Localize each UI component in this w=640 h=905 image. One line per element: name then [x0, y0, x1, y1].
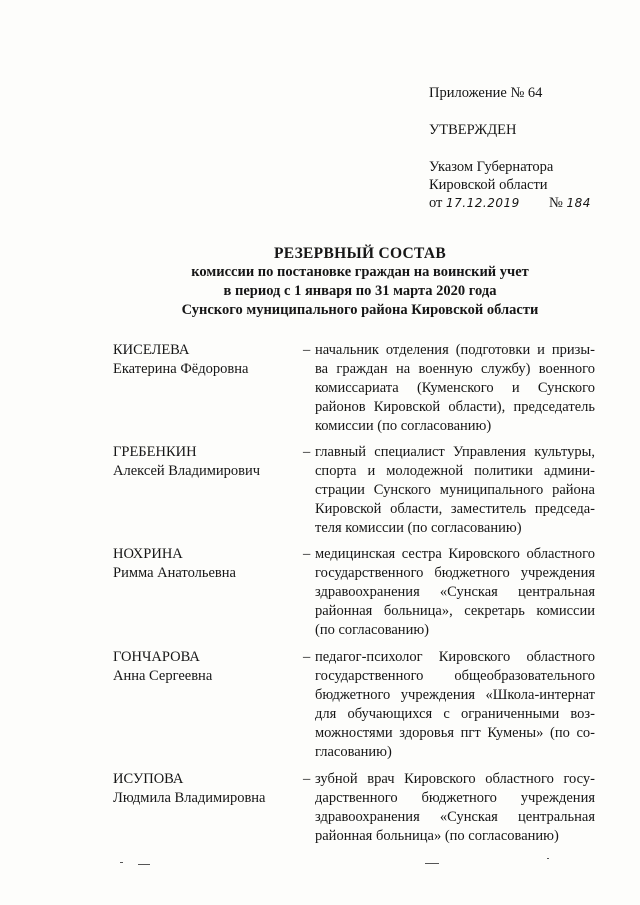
member-dash: –: [303, 444, 311, 460]
decree-number: 184: [566, 196, 591, 210]
role-line: педагог-психолог Кировского областного: [315, 649, 595, 665]
role-line: дарственного бюджетного учреждения: [315, 790, 595, 806]
title-line-3: в период с 1 января по 31 марта 2020 года: [223, 283, 497, 299]
role-line: теля комиссии (по согласованию): [315, 520, 522, 536]
role-line: государственного общеобразовательного: [315, 668, 595, 684]
title-line-2: комиссии по постановке граждан на воинский учет: [191, 264, 529, 280]
role-line: бюджетного учреждения «Школа-интернат: [315, 687, 595, 703]
member-given-name: Алексей Владимирович: [113, 463, 261, 479]
member-name: [113, 770, 293, 808]
member-surname: ГРЕБЕНКИН: [113, 444, 197, 460]
role-line: страции Сунского муниципального района: [315, 482, 595, 498]
role-line: медицинская сестра Кировского областного: [315, 546, 595, 562]
member-name: [113, 443, 293, 481]
date-prefix: от: [429, 195, 443, 211]
member-dash: –: [303, 649, 311, 665]
role-line: гласованию): [315, 744, 392, 760]
role-line: районов Кировской области), председатель: [315, 399, 595, 415]
role-line: государственного бюджетного учреждения: [315, 565, 595, 581]
scan-speck: [120, 862, 123, 863]
member-given-name: Римма Анатольевна: [113, 565, 236, 581]
scan-speck: [425, 863, 439, 864]
member-role: [315, 443, 595, 538]
member-surname: ГОНЧАРОВА: [113, 649, 200, 665]
role-line: районная больница», секретарь комиссии: [315, 603, 595, 619]
decree-line-2: Кировской области: [429, 177, 548, 193]
member-role: [315, 770, 595, 846]
decree-date: 17.12.2019: [446, 196, 520, 210]
member-dash: –: [303, 546, 311, 562]
member-name: [113, 648, 293, 686]
role-line: можностями здоровья пгт Кумены» (по со-: [315, 725, 595, 741]
role-line: здравоохранения «Сунская центральная: [315, 809, 595, 825]
role-line: главный специалист Управления культуры,: [315, 444, 595, 460]
number-prefix: №: [549, 195, 563, 211]
member-surname: ИСУПОВА: [113, 771, 184, 787]
appendix-number: Приложение № 64: [429, 85, 543, 101]
role-line: зубной врач Кировского областного госу-: [315, 771, 595, 787]
role-line: (по согласованию): [315, 622, 429, 638]
document-title: [100, 244, 620, 320]
role-line: для обучающихся с ограниченными воз-: [315, 706, 595, 722]
role-line: ва граждан на военную службу) военного: [315, 361, 595, 377]
member-role: [315, 545, 595, 640]
role-line: комиссариата (Куменского и Сунского: [315, 380, 595, 396]
member-role: [315, 341, 595, 436]
role-line: комиссии (по согласованию): [315, 418, 492, 434]
approved-label: УТВЕРЖДЕН: [429, 122, 517, 138]
role-line: спорта и молодежной политики админи-: [315, 463, 595, 479]
scan-speck: [547, 858, 549, 859]
member-role: [315, 648, 595, 762]
title-main: РЕЗЕРВНЫЙ СОСТАВ: [273, 245, 447, 262]
decree-date-line: [429, 194, 591, 212]
approval-header: [429, 84, 591, 212]
member-dash: –: [303, 771, 311, 787]
member-surname: КИСЕЛЕВА: [113, 342, 190, 358]
member-surname: НОХРИНА: [113, 546, 183, 562]
title-line-4: Сунского муниципального района Кировской области: [181, 302, 539, 318]
member-name: [113, 545, 293, 583]
member-name: [113, 341, 293, 379]
member-given-name: Анна Сергеевна: [113, 668, 213, 684]
role-line: Кировской области, заместитель председа-: [315, 501, 595, 517]
member-given-name: Екатерина Фёдоровна: [113, 361, 249, 377]
scan-speck: [138, 864, 150, 865]
role-line: начальник отделения (подготовки и призы-: [315, 342, 595, 358]
decree-line-1: Указом Губернатора: [429, 159, 554, 175]
member-dash: –: [303, 342, 311, 358]
role-line: районная больница» (по согласованию): [315, 828, 559, 844]
member-given-name: Людмила Владимировна: [113, 790, 266, 806]
role-line: здравоохранения «Сунская центральная: [315, 584, 595, 600]
